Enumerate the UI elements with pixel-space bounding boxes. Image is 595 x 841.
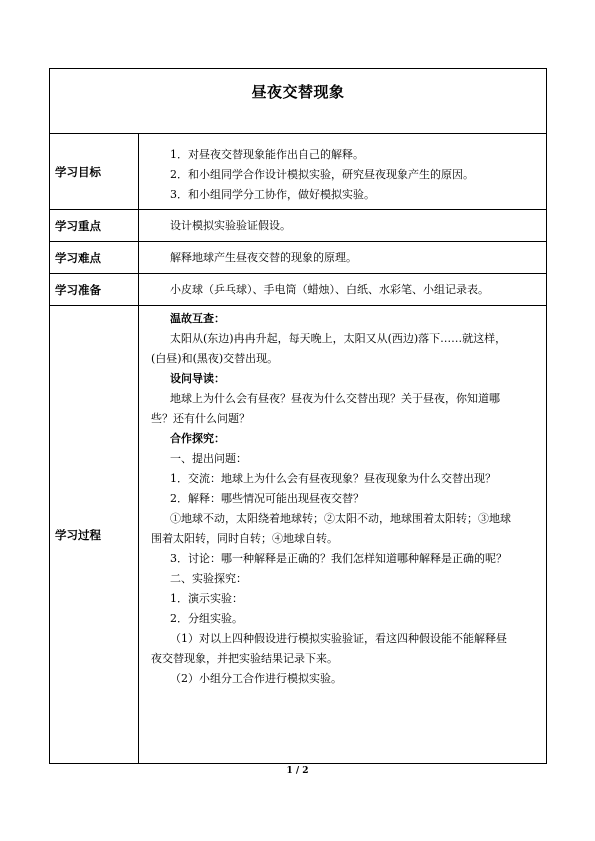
preparation-label: 学习准备 [50, 274, 139, 306]
page-number: 1 / 2 [286, 766, 309, 776]
difficulty-text: 解释地球产生昼夜交替的现象的原理。 [170, 250, 357, 264]
guide-heading: 设问导读： [170, 372, 225, 385]
title-row [50, 69, 547, 134]
question-item: 3．讨论：哪一种解释是正确的？我们怎样知道哪种解释是正确的呢？ [170, 552, 507, 565]
review-text: 太阳从(东边)冉冉升起，每天晚上，太阳又从(西边)落下……就这样， [170, 332, 507, 345]
process-row [50, 306, 547, 764]
review-text: (白昼)和(黑夜)交替出现。 [151, 352, 279, 365]
objective-item: 3．和小组同学分工协作，做好模拟实验。 [170, 188, 375, 201]
objectives-content [139, 134, 547, 210]
objectives-row [50, 134, 547, 210]
question-item: 2．解释：哪些情况可能出现昼夜交替？ [170, 492, 364, 505]
lesson-sheet [49, 68, 546, 764]
question-item: 1．交流：地球上为什么会有昼夜现象？昼夜现象为什么交替出现？ [170, 472, 496, 485]
explore-heading: 合作探究： [170, 432, 225, 445]
difficulty-row [50, 242, 547, 274]
guide-text: 地球上为什么会有昼夜？昼夜为什么交替出现？关于昼夜，你知道哪 [170, 392, 500, 405]
guide-text: 些？还有什么问题？ [151, 412, 250, 425]
experiment-item: 2．分组实验。 [170, 612, 243, 625]
experiment-subitem: 夜交替现象，并把实验结果记录下来。 [151, 652, 338, 665]
question-detail: ①地球不动，太阳绕着地球转；②太阳不动，地球围着太阳转；③地球 [170, 512, 511, 525]
experiment-item: 1．演示实验： [170, 592, 243, 605]
objective-item: 2．和小组同学合作设计模拟实验，研究昼夜现象产生的原因。 [170, 168, 474, 181]
objectives-label: 学习目标 [50, 134, 139, 210]
page-title: 昼夜交替现象 [251, 83, 345, 101]
focus-row [50, 210, 547, 242]
difficulty-label: 学习难点 [50, 242, 139, 274]
difficulty-content [139, 242, 547, 274]
preparation-content [139, 274, 547, 306]
objective-item: 1．对昼夜交替现象能作出自己的解释。 [170, 148, 364, 161]
process-label: 学习过程 [50, 306, 139, 764]
experiment-subitem: （1）对以上四种假设进行模拟实验验证，看这四种假设能不能解释昼 [170, 632, 507, 645]
focus-content [139, 210, 547, 242]
part-heading: 一、提出问题： [170, 452, 247, 465]
preparation-text: 小皮球（乒乓球）、手电筒（蜡烛）、白纸、水彩笔、小组记录表。 [170, 282, 489, 296]
focus-text: 设计模拟实验验证假设。 [170, 218, 291, 232]
question-detail: 围着太阳转，同时自转；④地球自转。 [151, 532, 338, 545]
focus-label: 学习重点 [50, 210, 139, 242]
part-heading: 二、实验探究： [170, 572, 247, 585]
review-heading: 温故互查： [170, 312, 225, 325]
preparation-row [50, 274, 547, 306]
process-content [139, 306, 547, 764]
experiment-subitem: （2）小组分工合作进行模拟实验。 [170, 672, 342, 685]
title-cell [50, 69, 547, 134]
lesson-table [49, 68, 547, 764]
